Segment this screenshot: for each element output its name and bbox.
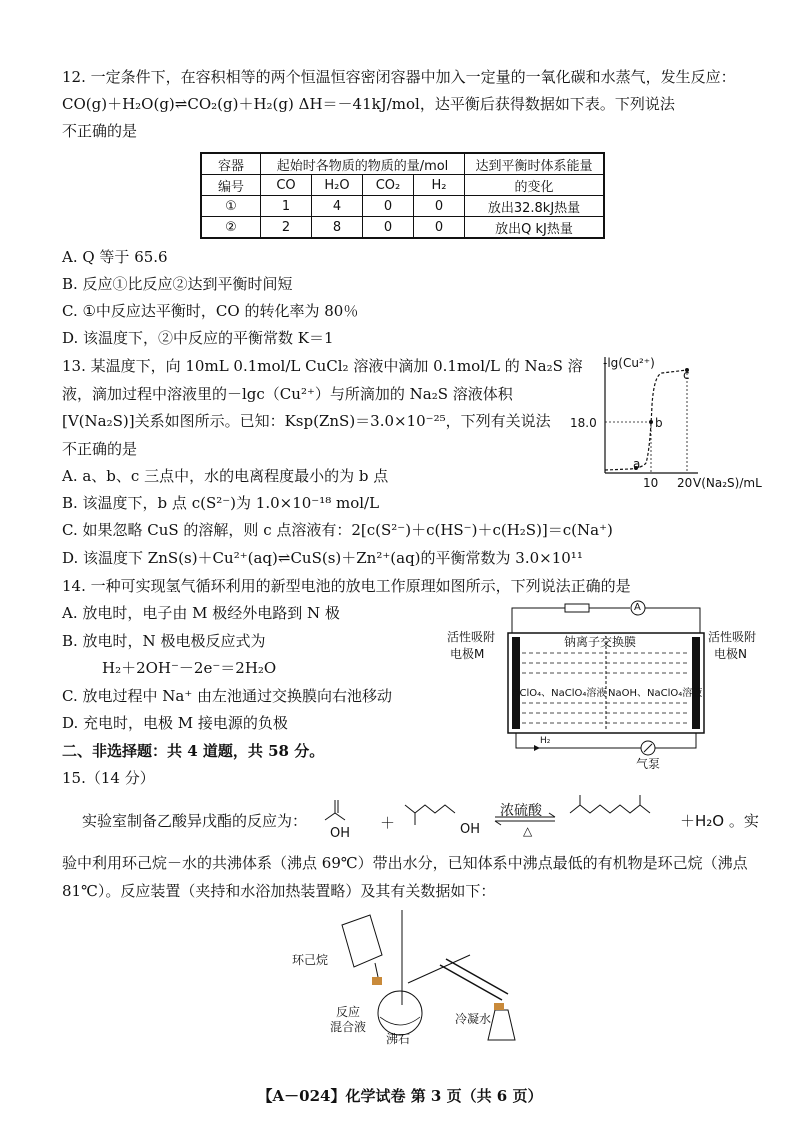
ammeter-label: A xyxy=(634,602,641,613)
catalyst-label: 浓硫酸 xyxy=(500,803,542,819)
th-energy2: 的变化 xyxy=(465,175,605,196)
q13-option-b: B. 该温度下，b 点 c(S²⁻)为 1.0×10⁻¹⁸ mol/L xyxy=(62,494,380,512)
q12-stem-line1: 12. 一定条件下，在容积相等的两个恒温恒容密闭容器中加入一定量的一氧化碳和水蒸气，发生反应： xyxy=(62,68,736,86)
q14-battery-diagram xyxy=(490,598,720,768)
q13-stem-line3: [V(Na₂S)]关系如图所示。已知：Ksp(ZnS)＝3.0×10⁻²⁵，下列有关说法 xyxy=(62,412,551,430)
th-col: H₂O xyxy=(312,175,363,196)
h2-label: H₂ xyxy=(540,736,551,746)
reaction-liquid xyxy=(380,1017,420,1025)
q12-stem-line3: 不正确的是 xyxy=(62,122,138,140)
electrode-n-label1: 活性吸附 xyxy=(708,630,757,644)
page-footer: 【A－024】化学试卷 第 3 页（共 6 页） xyxy=(257,1087,543,1105)
wire-left xyxy=(512,608,565,633)
membrane-label: 钠离子交换膜 xyxy=(564,635,637,649)
th-container: 容器 xyxy=(201,153,261,175)
table-cell: ② xyxy=(201,217,261,239)
table-cell: 放出Q kJ热量 xyxy=(465,217,605,239)
acetic-acid-structure xyxy=(325,813,345,820)
condenser-outer xyxy=(446,959,508,994)
point-b xyxy=(649,420,653,424)
funnel-stem xyxy=(375,963,378,977)
section-two-heading: 二、非选择题：共 4 道题，共 58 分。 xyxy=(62,742,325,760)
separatory-funnel xyxy=(342,915,382,967)
boiling-stone-label: 沸石 xyxy=(386,1032,411,1046)
q12-data-table xyxy=(200,152,605,239)
q15-text-line3: 81℃）。反应装置（夹持和水浴加热装置略）及其有关数据如下： xyxy=(62,882,496,900)
table-cell: 0 xyxy=(414,196,465,217)
q13-stem-line1: 13. 某温度下，向 10mL 0.1mol/L CuCl₂ 溶液中滴加 0.1mol/L 的 Na₂S 溶 xyxy=(62,357,583,375)
electrode-m xyxy=(512,637,520,729)
q15-text-line2: 验中利用环己烷－水的共沸体系（沸点 69℃）带出水分，已知体系中沸点最低的有机物是环己烷（沸点 xyxy=(62,854,748,872)
graph-label-a: a xyxy=(633,457,641,471)
q12-option-b: B. 反应①比反应②达到平衡时间短 xyxy=(62,275,293,293)
electrode-m-label1: 活性吸附 xyxy=(447,630,496,644)
oh-label-2: OH xyxy=(460,822,481,837)
q12-option-d: D. 该温度下，②中反应的平衡常数 K＝1 xyxy=(62,329,334,347)
graph-xlabel: V(Na₂S)/mL xyxy=(693,476,762,490)
table-cell: 8 xyxy=(312,217,363,239)
q13-stem-line2: 液，滴加过程中溶液里的－lgc（Cu²⁺）与所滴加的 Na₂S 溶液体积 xyxy=(62,385,513,403)
isoamyl-alcohol-structure xyxy=(405,805,455,813)
left-solution-label: HClO₄、NaClO₄溶液 xyxy=(512,688,607,699)
table-cell: 1 xyxy=(261,196,312,217)
graph-xtick-20: 20 xyxy=(677,476,693,490)
graph-ytick: 18.0 xyxy=(570,416,597,430)
q15-header: 15.（14 分） xyxy=(62,769,155,787)
q14-option-a: A. 放电时，电子由 M 极经外电路到 N 极 xyxy=(62,604,340,622)
th-energy: 达到平衡时体系能量 xyxy=(465,153,605,175)
electrode-m-label2: 电极M xyxy=(450,647,485,661)
graph-label-c: c xyxy=(683,368,690,382)
titration-curve xyxy=(605,370,687,470)
arrow-head xyxy=(495,821,501,825)
th-col: CO₂ xyxy=(363,175,414,196)
mixture-label-1: 反应 xyxy=(336,1005,361,1019)
resistor xyxy=(565,604,589,612)
oh-label-1: OH xyxy=(330,826,351,841)
table-cell: ① xyxy=(201,196,261,217)
heat-label: △ xyxy=(523,824,533,838)
th-number: 编号 xyxy=(201,175,261,196)
q14-option-b: B. 放电时，N 极电极反应式为 xyxy=(62,632,266,650)
table-cell: 4 xyxy=(312,196,363,217)
h2-pipe-right xyxy=(655,733,696,748)
round-bottom-flask xyxy=(378,991,422,1035)
th-col: H₂ xyxy=(414,175,465,196)
graph-xtick-10: 10 xyxy=(643,476,659,490)
arrow-head xyxy=(549,813,555,817)
q12-option-c: C. ①中反应达平衡时，CO 的转化率为 80％ xyxy=(62,302,359,320)
side-arm xyxy=(408,955,470,983)
table-row xyxy=(201,196,604,217)
electrode-n xyxy=(692,637,700,729)
q14-option-b-equation: H₂＋2OH⁻－2e⁻＝2H₂O xyxy=(102,659,277,677)
wire-right xyxy=(645,608,700,633)
th-initial: 起始时各物质的物质的量/mol xyxy=(261,153,465,175)
pump-label: 气泵 xyxy=(636,757,661,771)
receiving-flask xyxy=(488,1010,515,1040)
q14-stem-line1: 14. 一种可实现氢气循环利用的新型电池的放电工作原理如图所示，下列说法正确的是 xyxy=(62,577,631,595)
table-cell: 0 xyxy=(363,196,414,217)
water-product: ＋H₂O 。实 xyxy=(680,812,759,830)
q12-stem-line2: CO(g)＋H₂O(g)⇌CO₂(g)＋H₂(g) ΔH＝－41kJ/mol，达平衡后获得数据如下表。下列说法 xyxy=(62,95,675,113)
cyclohexane-label: 环己烷 xyxy=(292,953,329,967)
stopper xyxy=(494,1003,504,1010)
q14-option-d: D. 充电时，电极 M 接电源的负极 xyxy=(62,714,288,732)
table-cell: 2 xyxy=(261,217,312,239)
graph-label-b: b xyxy=(655,416,663,430)
q13-option-c: C. 如果忽略 CuS 的溶解，则 c 点溶液有：2[c(S²⁻)＋c(HS⁻)＋c(H₂S)]＝c(Na⁺) xyxy=(62,521,613,539)
mixture-label-2: 混合液 xyxy=(330,1020,367,1034)
graph-ylabel: -lg(Cu²⁺) xyxy=(603,356,655,370)
cooling-water-label: 冷凝水 xyxy=(455,1012,492,1026)
ester-structure xyxy=(570,805,650,813)
q14-option-c: C. 放电过程中 Na⁺ 由左池通过交换膜向右池移动 xyxy=(62,687,393,705)
table-cell: 0 xyxy=(414,217,465,239)
electrode-n-label2: 电极N xyxy=(714,647,747,661)
q13-stem-line4: 不正确的是 xyxy=(62,440,138,458)
q12-option-a: A. Q 等于 65.6 xyxy=(62,248,168,266)
stopper xyxy=(372,977,382,985)
th-col: CO xyxy=(261,175,312,196)
condenser xyxy=(440,965,502,1000)
plus-sign: ＋ xyxy=(380,814,396,832)
q13-option-d: D. 该温度下 ZnS(s)＋Cu²⁺(aq)⇌CuS(s)＋Zn²⁺(aq)的平衡常数为 3.0×10¹¹ xyxy=(62,549,583,567)
table-row xyxy=(201,217,604,239)
table-cell: 0 xyxy=(363,217,414,239)
q15-intro: 实验室制备乙酸异戊酯的反应为： xyxy=(82,812,308,830)
right-solution-label: NaOH、NaClO₄溶液 xyxy=(608,688,703,699)
table-cell: 放出32.8kJ热量 xyxy=(465,196,605,217)
q13-option-a: A. a、b、c 三点中，水的电离程度最小的为 b 点 xyxy=(62,467,389,485)
